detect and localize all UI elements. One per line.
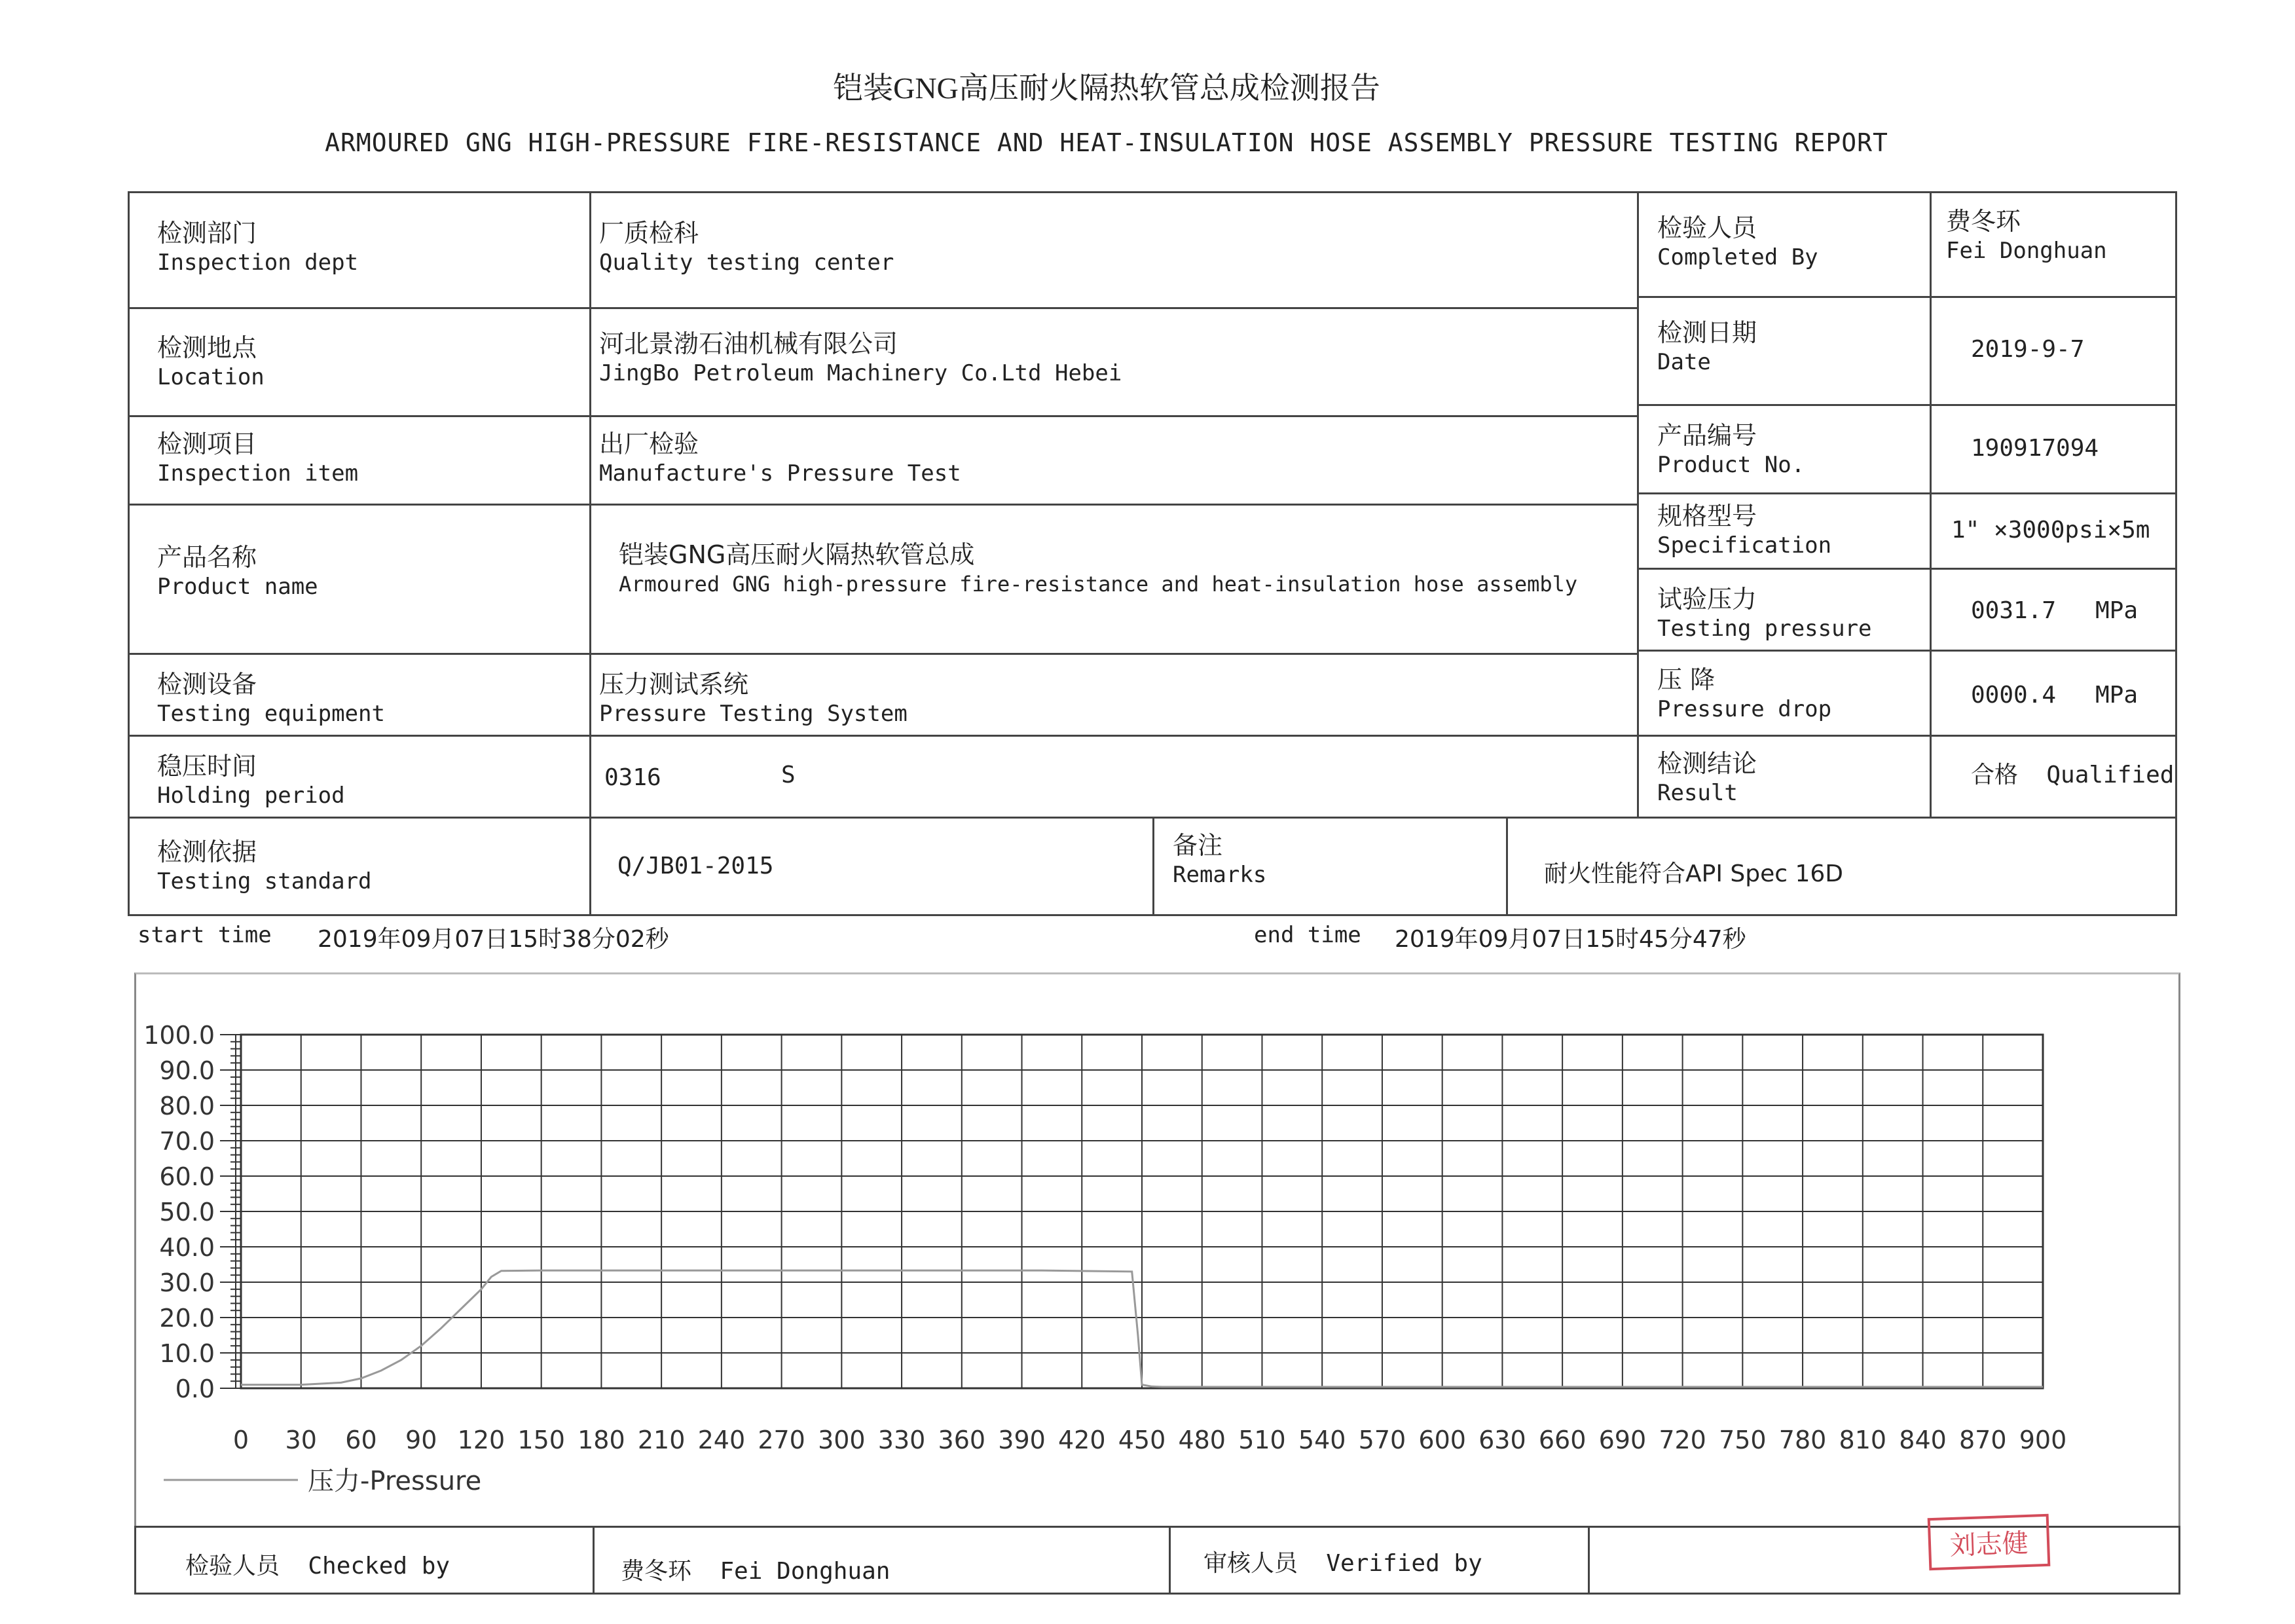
cell-equipment-value <box>591 655 1639 737</box>
cell-completed-value <box>1932 193 2175 298</box>
checked-value-cell <box>595 1528 1171 1593</box>
end-time-label: end time <box>1254 922 1361 948</box>
x-tick-label: 600 <box>1418 1426 1466 1454</box>
x-tick-label: 420 <box>1058 1426 1106 1454</box>
y-tick-label: 10.0 <box>159 1339 215 1368</box>
x-tick-label: 360 <box>938 1426 986 1454</box>
cell-testpressure-label <box>1639 570 1932 652</box>
checked-value: 费冬环 Fei Donghuan <box>621 1558 890 1585</box>
chart-legend <box>164 1466 481 1496</box>
dept-label-en: Inspection dept <box>157 249 359 276</box>
dept-value-cn: 厂质检科 <box>599 219 699 248</box>
item-value-en: Manufacture's Pressure Test <box>599 460 961 487</box>
result-label-en: Result <box>1657 780 1738 806</box>
legend-label: 压力-Pressure <box>308 1466 482 1496</box>
x-tick-label: 750 <box>1719 1426 1767 1454</box>
verified-label-cell <box>1171 1528 1590 1593</box>
x-tick-label: 780 <box>1778 1426 1827 1454</box>
completed-value-cn: 费冬环 <box>1946 207 2021 236</box>
y-tick-label: 100.0 <box>143 1021 215 1050</box>
standard-value: Q/JB01-2015 <box>617 853 774 879</box>
holding-label-cn: 稳压时间 <box>157 752 257 781</box>
cell-result-value <box>1932 737 2175 819</box>
product-value-en: Armoured GNG high-pressure fire-resistance and heat-insulation hose assembly <box>619 572 1578 597</box>
checked-label: 检验人员 Checked by <box>185 1553 450 1579</box>
x-tick-label: 270 <box>758 1426 805 1454</box>
cell-equipment-label <box>130 655 591 737</box>
cell-pressuredrop-value <box>1932 652 2175 737</box>
x-tick-label: 510 <box>1238 1426 1286 1454</box>
x-tick-label: 630 <box>1478 1426 1526 1454</box>
x-tick-label: 210 <box>637 1426 686 1454</box>
standard-label-en: Testing standard <box>157 868 372 895</box>
report-title-en: ARMOURED GNG HIGH-PRESSURE FIRE-RESISTANCE AND HEAT-INSULATION HOSE ASSEMBLY PRESSURE TESTING REPORT <box>325 128 1888 157</box>
x-tick-label: 480 <box>1178 1426 1226 1454</box>
end-time-value: 2019年09月07日15时45分47秒 <box>1395 926 1746 953</box>
testpressure-unit: MPa <box>2095 597 2139 624</box>
dept-value-en: Quality testing center <box>599 249 894 276</box>
x-tick-label: 30 <box>285 1426 317 1454</box>
cell-dept-value <box>591 193 1639 309</box>
x-tick-label: 330 <box>877 1426 926 1454</box>
pressuredrop-label-en: Pressure drop <box>1657 696 1832 722</box>
cell-item-label <box>130 417 591 506</box>
y-tick-label: 0.0 <box>175 1375 215 1403</box>
start-time-label: start time <box>138 922 272 948</box>
remarks-value: 耐火性能符合API Spec 16D <box>1544 860 1844 887</box>
date-value: 2019-9-7 <box>1971 336 2085 363</box>
cell-dept-label <box>130 193 591 309</box>
x-tick-label: 870 <box>1959 1426 2007 1454</box>
testpressure-label-en: Testing pressure <box>1657 616 1872 642</box>
x-axis-ticks <box>233 1426 2066 1454</box>
x-tick-label: 390 <box>998 1426 1046 1454</box>
x-tick-label: 810 <box>1839 1426 1887 1454</box>
cell-item-value <box>591 417 1639 506</box>
x-tick-label: 0 <box>232 1426 249 1454</box>
pressure-chart <box>0 982 2295 1526</box>
standard-label-cn: 检测依据 <box>157 838 257 866</box>
x-tick-label: 180 <box>578 1426 625 1454</box>
cell-productno-label <box>1639 406 1932 494</box>
productno-label-cn: 产品编号 <box>1657 421 1757 450</box>
remarks-label-en: Remarks <box>1173 862 1267 888</box>
spec-value: 1" ×3000psi×5m <box>1951 517 2150 544</box>
cell-spec-value <box>1932 494 2175 570</box>
cell-location-label <box>130 309 591 417</box>
completed-value-en: Fei Donghuan <box>1946 238 2107 264</box>
pressuredrop-label-cn: 压 降 <box>1657 665 1716 694</box>
report-table <box>128 191 2177 916</box>
product-label-cn: 产品名称 <box>157 543 257 572</box>
x-tick-label: 900 <box>2019 1426 2067 1454</box>
date-label-cn: 检测日期 <box>1657 318 1757 347</box>
chart-grid <box>241 1035 2043 1388</box>
verifier-stamp: 刘志健 <box>1928 1514 2051 1570</box>
cell-pressuredrop-label <box>1639 652 1932 737</box>
holding-label-en: Holding period <box>157 783 345 809</box>
x-tick-label: 150 <box>517 1426 565 1454</box>
x-tick-label: 720 <box>1659 1426 1706 1454</box>
x-tick-label: 660 <box>1538 1426 1587 1454</box>
remarks-label-cn: 备注 <box>1173 831 1223 860</box>
completed-label-cn: 检验人员 <box>1657 213 1757 242</box>
x-tick-label: 840 <box>1899 1426 1947 1454</box>
cell-remarks-value <box>1508 819 2175 914</box>
item-value-cn: 出厂检验 <box>599 430 699 458</box>
result-value: 合格 Qualified <box>1971 762 2175 788</box>
cell-result-label <box>1639 737 1932 819</box>
spec-label-cn: 规格型号 <box>1657 502 1757 530</box>
cell-spec-label <box>1639 494 1932 570</box>
y-tick-label: 80.0 <box>159 1092 215 1120</box>
x-tick-label: 90 <box>405 1426 437 1454</box>
product-label-en: Product name <box>157 574 318 600</box>
holding-value: 0316 <box>604 764 661 791</box>
completed-label-en: Completed By <box>1657 244 1818 270</box>
date-label-en: Date <box>1657 349 1711 375</box>
cell-product-value <box>591 506 1639 655</box>
y-tick-label: 70.0 <box>159 1127 215 1156</box>
equipment-label-en: Testing equipment <box>157 701 385 727</box>
location-label-en: Location <box>157 364 265 390</box>
y-tick-label: 50.0 <box>159 1198 215 1227</box>
cell-standard-label <box>130 819 591 914</box>
cell-holding-value <box>591 737 1639 819</box>
y-tick-label: 40.0 <box>159 1233 215 1262</box>
testpressure-value: 0031.7 <box>1971 597 2057 624</box>
equipment-label-cn: 检测设备 <box>157 670 257 699</box>
cell-completed-label <box>1639 193 1932 298</box>
pressuredrop-unit: MPa <box>2095 682 2139 709</box>
location-value-cn: 河北景渤石油机械有限公司 <box>599 329 898 358</box>
x-tick-label: 570 <box>1358 1426 1406 1454</box>
cell-standard-value <box>591 819 1154 914</box>
item-label-en: Inspection item <box>157 460 359 487</box>
cell-testpressure-value <box>1932 570 2175 652</box>
location-label-cn: 检测地点 <box>157 333 257 362</box>
y-tick-label: 90.0 <box>159 1056 215 1085</box>
test-times <box>128 917 2177 969</box>
cell-date-label <box>1639 298 1932 406</box>
x-tick-label: 60 <box>345 1426 377 1454</box>
item-label-cn: 检测项目 <box>157 430 257 458</box>
checked-label-cell <box>136 1528 595 1593</box>
x-tick-label: 540 <box>1298 1426 1346 1454</box>
productno-value: 190917094 <box>1971 435 2099 462</box>
spec-label-en: Specification <box>1657 532 1832 559</box>
signature-row <box>134 1526 2180 1595</box>
equipment-value-cn: 压力测试系统 <box>599 670 749 699</box>
x-tick-label: 450 <box>1118 1426 1166 1454</box>
equipment-value-en: Pressure Testing System <box>599 701 908 727</box>
product-value-cn: 铠装GNG高压耐火隔热软管总成 <box>619 540 975 569</box>
y-axis-ticks <box>143 1021 241 1403</box>
holding-unit: S <box>781 762 796 788</box>
x-tick-label: 690 <box>1598 1426 1647 1454</box>
verified-value-cell <box>1590 1528 2179 1593</box>
verified-label: 审核人员 Verified by <box>1203 1550 1482 1577</box>
y-tick-label: 20.0 <box>159 1304 215 1333</box>
cell-productno-value <box>1932 406 2175 494</box>
x-tick-label: 300 <box>818 1426 866 1454</box>
x-tick-label: 240 <box>697 1426 746 1454</box>
pressuredrop-value: 0000.4 <box>1971 682 2057 709</box>
cell-product-label <box>130 506 591 655</box>
cell-date-value <box>1932 298 2175 406</box>
y-tick-label: 60.0 <box>159 1162 215 1191</box>
cell-location-value <box>591 309 1639 417</box>
location-value-en: JingBo Petroleum Machinery Co.Ltd Hebei <box>599 360 1122 386</box>
cell-holding-label <box>130 737 591 819</box>
start-time-value: 2019年09月07日15时38分02秒 <box>318 926 669 953</box>
productno-label-en: Product No. <box>1657 452 1805 478</box>
report-title-cn: 铠装GNG高压耐火隔热软管总成检测报告 <box>833 71 1380 105</box>
y-tick-label: 30.0 <box>159 1268 215 1297</box>
result-label-cn: 检测结论 <box>1657 749 1757 778</box>
dept-label-cn: 检测部门 <box>157 219 257 248</box>
testpressure-label-cn: 试验压力 <box>1657 585 1757 614</box>
cell-remarks-label <box>1154 819 1508 914</box>
x-tick-label: 120 <box>457 1426 505 1454</box>
